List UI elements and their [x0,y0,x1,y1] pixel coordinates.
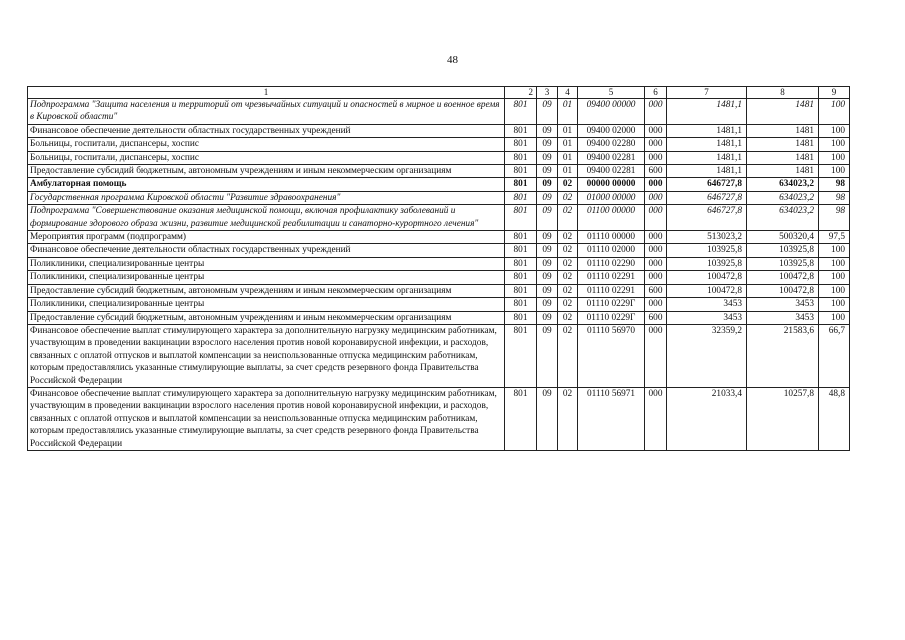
row-target-code: 09400 02281 [578,165,645,178]
row-target-code: 09400 00000 [578,99,645,125]
row-section: 09 [537,284,558,297]
row-expense-type: 000 [645,257,667,270]
row-section: 09 [537,324,558,387]
row-plan-value: 1481,1 [667,151,747,164]
row-plan-value: 646727,8 [667,205,747,231]
row-subsection: 02 [558,298,578,311]
row-name: Больницы, госпитали, диспансеры, хоспис [28,151,505,164]
row-admin-code: 801 [505,311,537,324]
row-percent: 100 [819,165,850,178]
row-subsection: 02 [558,387,578,450]
row-actual-value: 634023,2 [747,205,819,231]
row-percent: 100 [819,271,850,284]
row-actual-value: 1481 [747,165,819,178]
row-section: 09 [537,231,558,244]
row-expense-type: 000 [645,324,667,387]
table-row [28,311,850,324]
row-actual-value: 1481 [747,138,819,151]
row-admin-code: 801 [505,244,537,257]
row-section: 09 [537,244,558,257]
row-actual-value: 100472,8 [747,271,819,284]
row-target-code: 01110 56971 [578,387,645,450]
header-col-4: 4 [558,87,578,99]
table-row [28,151,850,164]
row-actual-value: 1481 [747,124,819,137]
row-target-code: 01110 02291 [578,284,645,297]
row-subsection: 02 [558,257,578,270]
row-subsection: 01 [558,138,578,151]
row-percent: 97,5 [819,231,850,244]
row-percent: 98 [819,191,850,204]
row-percent: 100 [819,244,850,257]
row-section: 09 [537,124,558,137]
row-plan-value: 1481,1 [667,99,747,125]
row-plan-value: 646727,8 [667,178,747,191]
row-plan-value: 3453 [667,298,747,311]
table-row [28,124,850,137]
row-expense-type: 000 [645,298,667,311]
row-percent: 98 [819,205,850,231]
row-name: Предоставление субсидий бюджетным, автономным учреждениям и иным некоммерческим организациям [28,311,505,324]
row-admin-code: 801 [505,231,537,244]
row-plan-value: 646727,8 [667,191,747,204]
row-admin-code: 801 [505,298,537,311]
row-plan-value: 3453 [667,311,747,324]
table-header-row [28,87,850,99]
row-expense-type: 000 [645,231,667,244]
row-plan-value: 32359,2 [667,324,747,387]
row-subsection: 02 [558,271,578,284]
table-row [28,99,850,125]
row-name: Амбулаторная помощь [28,178,505,191]
row-target-code: 01110 02000 [578,244,645,257]
table-row [28,244,850,257]
row-expense-type: 000 [645,271,667,284]
row-actual-value: 103925,8 [747,244,819,257]
table-row [28,387,850,450]
row-subsection: 02 [558,231,578,244]
row-percent: 100 [819,151,850,164]
row-name: Государственная программа Кировской области "Развитие здравоохранения" [28,191,505,204]
row-admin-code: 801 [505,387,537,450]
row-section: 09 [537,151,558,164]
row-percent: 100 [819,284,850,297]
row-section: 09 [537,205,558,231]
table-row [28,191,850,204]
row-admin-code: 801 [505,191,537,204]
table-row [28,178,850,191]
row-plan-value: 21033,4 [667,387,747,450]
row-percent: 98 [819,178,850,191]
header-col-3: 3 [537,87,558,99]
row-actual-value: 634023,2 [747,178,819,191]
row-percent: 100 [819,257,850,270]
table-row [28,298,850,311]
table-row [28,284,850,297]
row-actual-value: 100472,8 [747,284,819,297]
row-expense-type: 000 [645,124,667,137]
table-row [28,165,850,178]
row-target-code: 00000 00000 [578,178,645,191]
row-actual-value: 3453 [747,298,819,311]
row-target-code: 01110 0229Г [578,311,645,324]
row-name: Финансовое обеспечение деятельности областных государственных учреждений [28,244,505,257]
table-row [28,205,850,231]
budget-table [27,86,850,451]
row-admin-code: 801 [505,284,537,297]
row-percent: 66,7 [819,324,850,387]
row-name: Больницы, госпитали, диспансеры, хоспис [28,138,505,151]
row-subsection: 01 [558,151,578,164]
row-name: Мероприятия программ (подпрограмм) [28,231,505,244]
table-row [28,138,850,151]
row-section: 09 [537,257,558,270]
row-section: 09 [537,138,558,151]
row-admin-code: 801 [505,138,537,151]
row-subsection: 02 [558,311,578,324]
row-plan-value: 1481,1 [667,124,747,137]
row-admin-code: 801 [505,205,537,231]
header-col-2: 2 [505,87,537,99]
row-admin-code: 801 [505,165,537,178]
row-admin-code: 801 [505,271,537,284]
row-actual-value: 3453 [747,311,819,324]
row-section: 09 [537,311,558,324]
row-expense-type: 000 [645,191,667,204]
row-name: Подпрограмма "Совершенствование оказания медицинской помощи, включая профилактику заболеваний и формирование здорового образа жизни, развитие медицинской реабилитации и санаторно-курортного лечения" [28,205,505,231]
row-expense-type: 000 [645,244,667,257]
row-admin-code: 801 [505,124,537,137]
page-number: 48 [447,54,458,66]
row-subsection: 01 [558,165,578,178]
row-plan-value: 103925,8 [667,257,747,270]
row-expense-type: 000 [645,205,667,231]
row-subsection: 02 [558,244,578,257]
row-percent: 100 [819,124,850,137]
row-name: Поликлиники, специализированные центры [28,298,505,311]
row-section: 09 [537,298,558,311]
row-target-code: 01110 02291 [578,271,645,284]
row-expense-type: 600 [645,165,667,178]
row-section: 09 [537,165,558,178]
table-row [28,231,850,244]
row-subsection: 01 [558,99,578,125]
row-actual-value: 1481 [747,99,819,125]
row-actual-value: 103925,8 [747,257,819,270]
row-name: Подпрограмма "Защита населения и территорий от чрезвычайных ситуаций и опасностей в мирное и военное время в Кировской области" [28,99,505,125]
row-target-code: 01110 56970 [578,324,645,387]
row-expense-type: 000 [645,387,667,450]
row-plan-value: 1481,1 [667,165,747,178]
row-subsection: 02 [558,178,578,191]
row-admin-code: 801 [505,257,537,270]
row-section: 09 [537,178,558,191]
row-subsection: 02 [558,205,578,231]
row-target-code: 01110 02290 [578,257,645,270]
row-plan-value: 1481,1 [667,138,747,151]
table-row [28,324,850,387]
row-plan-value: 103925,8 [667,244,747,257]
row-target-code: 01000 00000 [578,191,645,204]
row-target-code: 01100 00000 [578,205,645,231]
row-target-code: 01110 00000 [578,231,645,244]
row-plan-value: 100472,8 [667,284,747,297]
header-col-8: 8 [747,87,819,99]
row-actual-value: 1481 [747,151,819,164]
row-subsection: 02 [558,324,578,387]
row-section: 09 [537,387,558,450]
header-col-6: 6 [645,87,667,99]
row-expense-type: 000 [645,99,667,125]
row-percent: 100 [819,298,850,311]
row-actual-value: 10257,8 [747,387,819,450]
row-target-code: 01110 0229Г [578,298,645,311]
row-name: Поликлиники, специализированные центры [28,271,505,284]
row-expense-type: 600 [645,311,667,324]
row-target-code: 09400 02000 [578,124,645,137]
row-plan-value: 513023,2 [667,231,747,244]
row-admin-code: 801 [505,151,537,164]
row-section: 09 [537,191,558,204]
row-section: 09 [537,271,558,284]
header-col-1: 1 [28,87,505,99]
row-name: Поликлиники, специализированные центры [28,257,505,270]
row-name: Финансовое обеспечение выплат стимулирующего характера за дополнительную нагрузку медицинским работникам, участвующим в проведении вакцинации взрослого населения против новой коронавирусной инфекции, и расходов, связанных с оплатой отпусков и выплатой компенсации за неиспользованные отпуска медицинским работникам, которым предоставлялись указанные стимулирующие выплаты, за счет средств резервного фонда Правительства Российской Федерации [28,324,505,387]
row-target-code: 09400 02280 [578,138,645,151]
row-expense-type: 000 [645,178,667,191]
row-admin-code: 801 [505,178,537,191]
header-col-9: 9 [819,87,850,99]
row-target-code: 09400 02281 [578,151,645,164]
row-actual-value: 21583,6 [747,324,819,387]
header-col-5: 5 [578,87,645,99]
row-percent: 48,8 [819,387,850,450]
row-actual-value: 634023,2 [747,191,819,204]
row-section: 09 [537,99,558,125]
header-col-7: 7 [667,87,747,99]
table-row [28,271,850,284]
row-expense-type: 000 [645,138,667,151]
row-percent: 100 [819,99,850,125]
row-subsection: 01 [558,124,578,137]
row-name: Финансовое обеспечение выплат стимулирующего характера за дополнительную нагрузку медицинским работникам, участвующим в проведении вакцинации взрослого населения против новой коронавирусной инфекции, и расходов, связанных с оплатой отпусков и выплатой компенсации за неиспользованные отпуска медицинским работникам, которым предоставлялись указанные стимулирующие выплаты, за счет средств резервного фонда Правительства Российской Федерации [28,387,505,450]
row-plan-value: 100472,8 [667,271,747,284]
row-name: Предоставление субсидий бюджетным, автономным учреждениям и иным некоммерческим организациям [28,284,505,297]
row-expense-type: 000 [645,151,667,164]
row-subsection: 02 [558,284,578,297]
row-admin-code: 801 [505,324,537,387]
row-subsection: 02 [558,191,578,204]
row-admin-code: 801 [505,99,537,125]
row-percent: 100 [819,138,850,151]
table-row [28,257,850,270]
row-expense-type: 600 [645,284,667,297]
row-name: Предоставление субсидий бюджетным, автономным учреждениям и иным некоммерческим организациям [28,165,505,178]
row-name: Финансовое обеспечение деятельности областных государственных учреждений [28,124,505,137]
row-actual-value: 500320,4 [747,231,819,244]
row-percent: 100 [819,311,850,324]
